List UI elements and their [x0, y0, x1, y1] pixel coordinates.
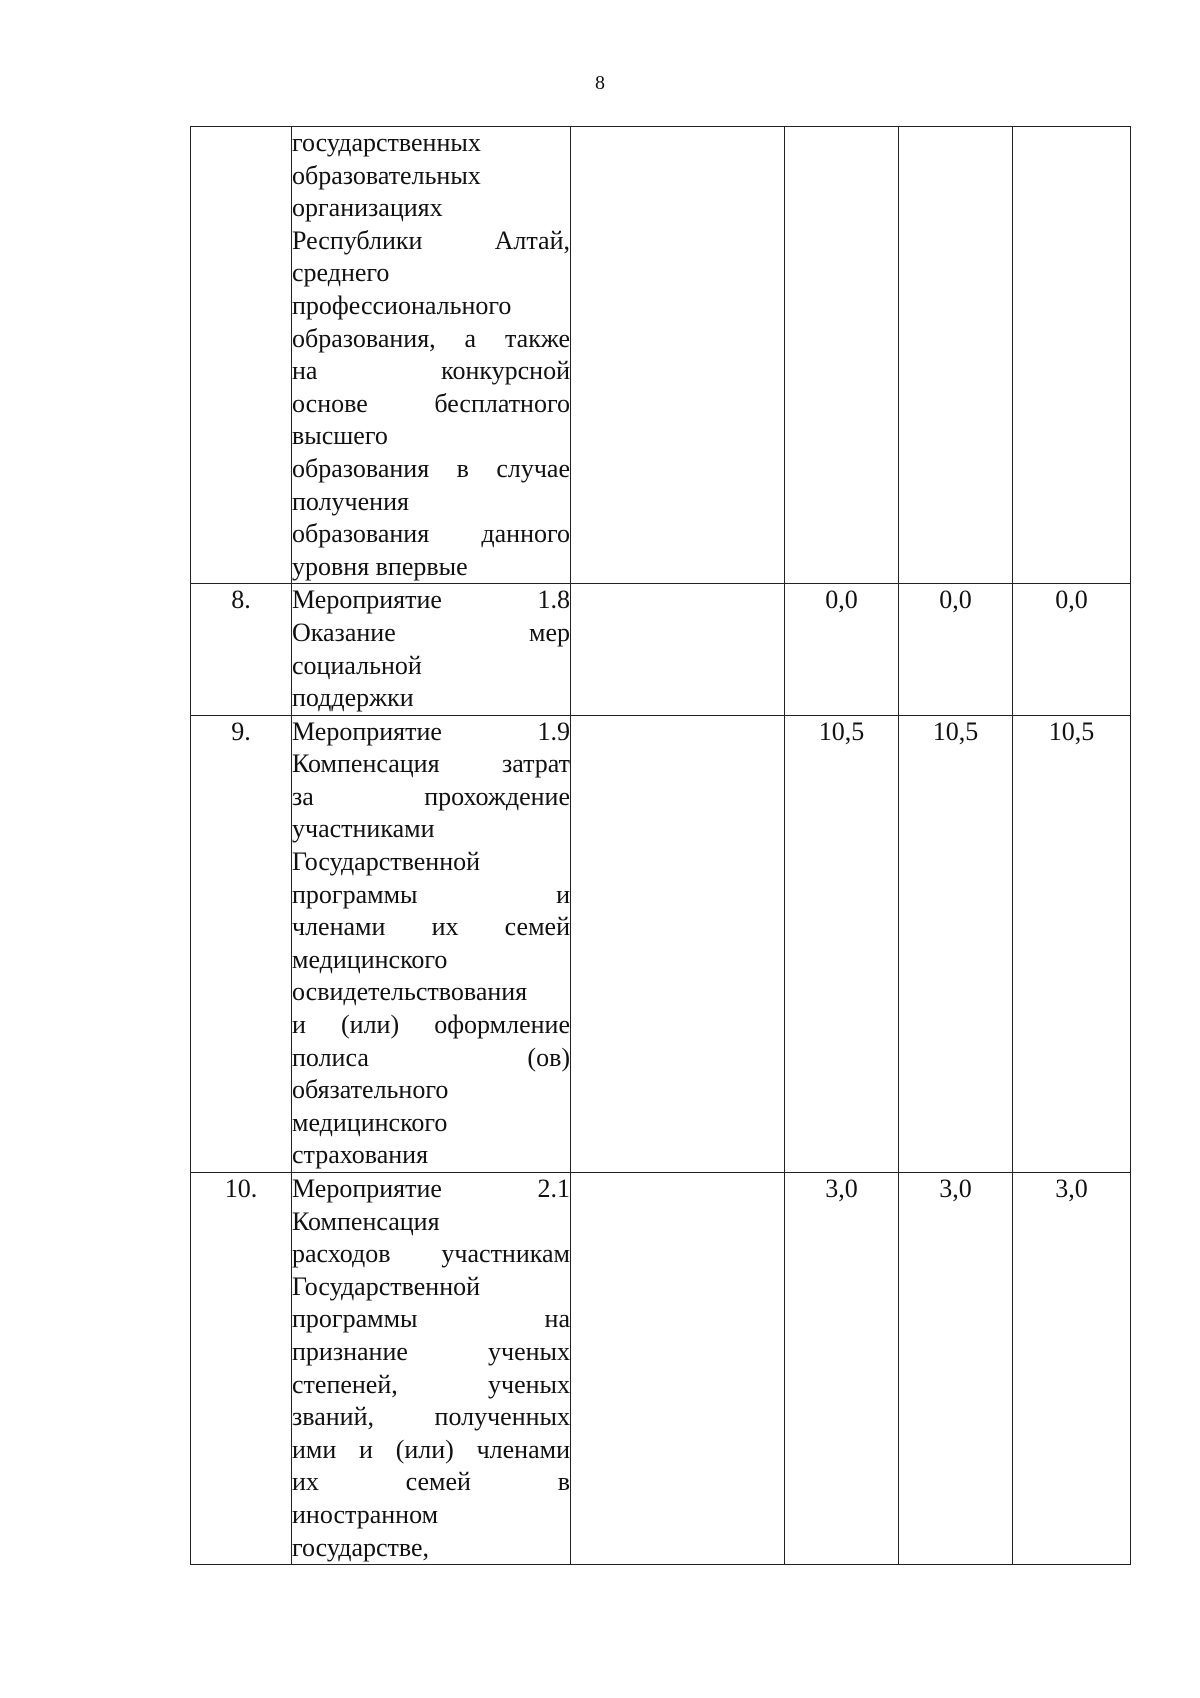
activity-text-line: поддержки — [292, 683, 414, 713]
activity-text-line: медицинского — [292, 1107, 448, 1137]
row-number: 9. — [191, 715, 292, 1172]
activity-text-line: получения — [292, 486, 409, 516]
activity-text-line: Мероприятие 1.8 — [292, 585, 570, 615]
activity-text-line: страхования — [292, 1140, 429, 1170]
activity-text-line: за прохождение — [292, 781, 570, 811]
table-row — [191, 127, 1131, 584]
page-number: 8 — [595, 72, 605, 94]
activity-text-line: освидетельствования — [292, 977, 528, 1007]
activity-text-line: расходов участникам — [292, 1239, 570, 1269]
activity-text-line: образования данного — [292, 519, 570, 549]
activity-text-line: членами их семей — [292, 912, 570, 942]
activity-text-line: полиса (ов) — [292, 1042, 570, 1072]
activity-text-line: Государственной — [292, 847, 481, 877]
row-number — [191, 127, 292, 584]
activity-text-line: ими и (или) членами — [292, 1434, 570, 1464]
activity-text-line: званий, полученных — [292, 1402, 570, 1432]
activity-text-line: основе бесплатного — [292, 388, 570, 418]
activity-text-line: образования, а также — [292, 323, 570, 353]
activity-text-line: организациях — [292, 193, 443, 223]
value-year-2: 0,0 — [899, 584, 1013, 715]
table-row — [191, 584, 1131, 715]
activity-text-line: иностранном — [292, 1499, 439, 1529]
activity-text-line: образования в случае — [292, 453, 570, 483]
table-row — [191, 715, 1131, 1172]
value-year-2: 10,5 — [899, 715, 1013, 1172]
value-year-3: 0,0 — [1013, 584, 1131, 715]
activity-text-line: уровня впервые — [292, 551, 468, 581]
activity-text-line: государстве, — [292, 1532, 430, 1562]
value-year-1: 3,0 — [785, 1173, 899, 1565]
value-year-2 — [899, 127, 1013, 584]
activity-text-line: Республики Алтай, — [292, 225, 570, 255]
row-number: 8. — [191, 584, 292, 715]
activity-text-line: признание ученых — [292, 1336, 570, 1366]
activity-name — [292, 1173, 571, 1565]
activity-text-line: среднего — [292, 258, 390, 288]
activity-text-line: Компенсация — [292, 1206, 440, 1236]
activity-text-line: медицинского — [292, 944, 448, 974]
value-year-3: 10,5 — [1013, 715, 1131, 1172]
value-year-2: 3,0 — [899, 1173, 1013, 1565]
activity-text-line: Мероприятие 2.1 — [292, 1174, 570, 1203]
activity-text-line: Мероприятие 1.9 — [292, 716, 570, 746]
table-row — [191, 1173, 1131, 1565]
activity-text-line: обязательного — [292, 1075, 449, 1105]
activity-text-line: их семей в — [292, 1467, 570, 1497]
activity-text-line: на конкурсной — [292, 356, 570, 386]
value-year-1: 10,5 — [785, 715, 899, 1172]
activity-text-line: образовательных — [292, 160, 481, 190]
activity-text-line: высшего — [292, 421, 388, 451]
value-year-3: 3,0 — [1013, 1173, 1131, 1565]
activity-text-line: программы и — [292, 879, 570, 909]
activity-text-line: степеней, ученых — [292, 1369, 570, 1399]
empty-cell — [571, 127, 785, 584]
program-activities-table — [190, 126, 1131, 1565]
value-year-1 — [785, 127, 899, 584]
activity-text-line: социальной — [292, 650, 422, 680]
activity-name — [292, 715, 571, 1172]
activity-text-line: Государственной — [292, 1271, 481, 1301]
activity-text-line: участниками — [292, 814, 435, 844]
value-year-1: 0,0 — [785, 584, 899, 715]
activity-text-line: и (или) оформление — [292, 1010, 570, 1040]
activity-name — [292, 127, 571, 584]
activity-text-line: государственных — [292, 128, 481, 157]
activity-text-line: программы на — [292, 1304, 570, 1334]
activity-text-line: профессионального — [292, 290, 512, 320]
empty-cell — [571, 1173, 785, 1565]
value-year-3 — [1013, 127, 1131, 584]
empty-cell — [571, 584, 785, 715]
activity-text-line: Оказание мер — [292, 617, 570, 647]
activity-text-line: Компенсация затрат — [292, 749, 570, 779]
activity-name — [292, 584, 571, 715]
row-number: 10. — [191, 1173, 292, 1565]
empty-cell — [571, 715, 785, 1172]
